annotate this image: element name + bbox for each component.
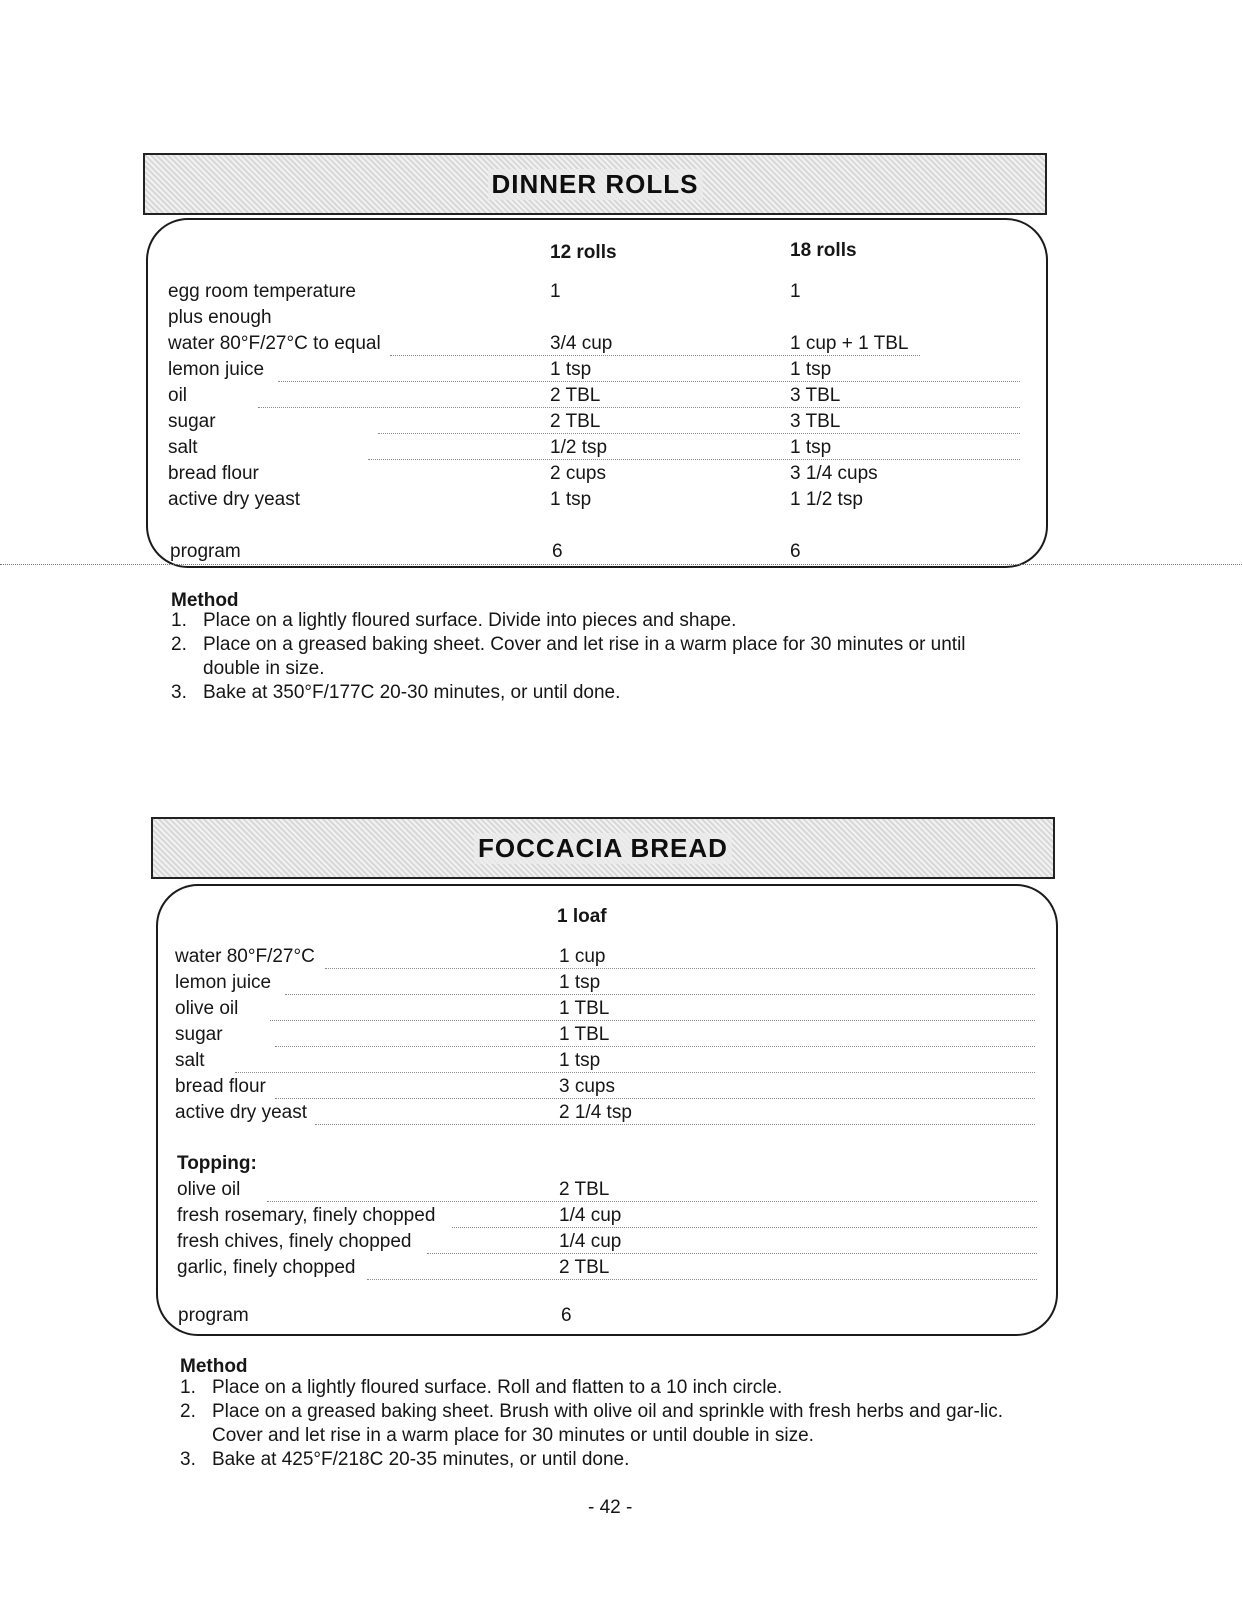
- ingredient-row: [168, 411, 1028, 437]
- step-number: 3.: [171, 682, 187, 703]
- program-label: program: [170, 541, 241, 562]
- ingredient-row: [168, 385, 1028, 411]
- leader-dots: [378, 433, 1020, 434]
- ingredient-row: [168, 333, 1028, 359]
- ingredient-name: water 80°F/27°C to equal: [168, 333, 381, 354]
- ingredient-name: active dry yeast: [168, 489, 300, 510]
- amount-loaf: 2 TBL: [559, 1257, 610, 1278]
- step-number: 1.: [171, 610, 187, 631]
- ingredient-name: salt: [175, 1050, 205, 1071]
- amount-12: 1/2 tsp: [550, 437, 608, 458]
- amount-18: 1 tsp: [790, 359, 832, 380]
- method-step: [180, 1376, 1030, 1400]
- method-step: [171, 609, 1031, 633]
- ingredient-name: fresh chives, finely chopped: [177, 1231, 412, 1252]
- page-divider: [0, 564, 1242, 565]
- ingredient-row: [168, 359, 1028, 385]
- method-step: [171, 633, 1031, 681]
- amount-18: 1: [790, 281, 801, 302]
- ingredient-name: oil: [168, 385, 188, 406]
- amount-12: 2 TBL: [550, 385, 601, 406]
- col-header-18-rolls: 18 rolls: [790, 240, 857, 261]
- ingredient-row: [175, 1050, 1035, 1076]
- step-number: 2.: [171, 634, 187, 655]
- amount-12: 1 tsp: [550, 489, 592, 510]
- method-step: [180, 1400, 1030, 1448]
- amount-18: 3 TBL: [790, 385, 841, 406]
- ingredient-name: active dry yeast: [175, 1102, 307, 1123]
- ingredient-name: bread flour: [175, 1076, 266, 1097]
- leader-dots: [390, 355, 920, 356]
- col-header-1-loaf: 1 loaf: [557, 906, 607, 927]
- ingredient-name: olive oil: [175, 998, 239, 1019]
- ingredient-name: lemon juice: [175, 972, 272, 993]
- ingredient-name: sugar: [168, 411, 216, 432]
- ingredient-row: [175, 1076, 1035, 1102]
- ingredient-name: water 80°F/27°C: [175, 946, 315, 967]
- foccacia-title: FOCCACIA BREAD: [474, 833, 732, 864]
- leader-dots: [275, 1046, 1035, 1047]
- leader-dots: [427, 1253, 1037, 1254]
- topping-heading-row: [177, 1153, 1037, 1179]
- leader-dots: [367, 1279, 1037, 1280]
- amount-12: 1: [550, 281, 561, 302]
- ingredient-row: [175, 1102, 1035, 1128]
- step-text: Place on a greased baking sheet. Brush with olive oil and sprinkle with fresh herbs and gar-lic. Cover and let rise in a warm place for 30 minutes or until double in size.: [212, 1401, 1004, 1446]
- step-text: Place on a greased baking sheet. Cover and let rise in a warm place for 30 minutes or until double in size.: [203, 634, 966, 679]
- step-number: 1.: [180, 1377, 196, 1398]
- amount-12: 2 cups: [550, 463, 606, 484]
- amount-loaf: 1 tsp: [559, 1050, 601, 1071]
- dinner-rolls-title: DINNER ROLLS: [488, 169, 703, 200]
- ingredient-name: plus enough: [168, 307, 272, 328]
- dinner-rolls-method-list: [171, 609, 1031, 705]
- amount-18: 1 tsp: [790, 437, 832, 458]
- program-loaf: 6: [561, 1305, 572, 1326]
- ingredient-row: [168, 463, 1028, 489]
- ingredient-row: [168, 281, 1028, 307]
- ingredient-row: [168, 437, 1028, 463]
- step-number: 2.: [180, 1401, 196, 1422]
- amount-12: 1 tsp: [550, 359, 592, 380]
- amount-loaf: 1 tsp: [559, 972, 601, 993]
- step-number: 3.: [180, 1449, 196, 1470]
- amount-loaf: 3 cups: [559, 1076, 615, 1097]
- leader-dots: [325, 968, 1035, 969]
- dinner-rolls-method-heading: Method: [171, 590, 239, 611]
- ingredient-name: sugar: [175, 1024, 223, 1045]
- method-step: [180, 1448, 1030, 1472]
- method-step: [171, 681, 1031, 705]
- col-header-12-rolls: 12 rolls: [550, 242, 617, 263]
- amount-18: 1 1/2 tsp: [790, 489, 863, 510]
- program-12: 6: [552, 541, 563, 562]
- leader-dots: [278, 381, 1020, 382]
- step-text: Place on a lightly floured surface. Roll and flatten to a 10 inch circle.: [212, 1377, 783, 1398]
- topping-row: [177, 1257, 1037, 1283]
- amount-12: 3/4 cup: [550, 333, 613, 354]
- ingredient-row: [168, 307, 1028, 333]
- amount-12: 2 TBL: [550, 411, 601, 432]
- foccacia-method-list: [180, 1376, 1030, 1472]
- leader-dots: [368, 459, 1020, 460]
- program-label: program: [178, 1305, 249, 1326]
- leader-dots: [235, 1072, 1035, 1073]
- ingredient-row: [175, 1024, 1035, 1050]
- amount-18: 1 cup + 1 TBL: [790, 333, 909, 354]
- step-text: Place on a lightly floured surface. Divide into pieces and shape.: [203, 610, 737, 631]
- program-row: [178, 1305, 1038, 1331]
- leader-dots: [267, 1201, 1037, 1202]
- step-text: Bake at 350°F/177C 20-30 minutes, or until done.: [203, 682, 621, 703]
- amount-18: 3 1/4 cups: [790, 463, 878, 484]
- foccacia-method-heading: Method: [180, 1356, 248, 1377]
- ingredient-row: [168, 489, 1028, 515]
- foccacia-banner: [151, 817, 1055, 879]
- amount-loaf: 1/4 cup: [559, 1231, 622, 1252]
- amount-loaf: 1 cup: [559, 946, 606, 967]
- ingredient-name: bread flour: [168, 463, 259, 484]
- ingredient-row: [175, 998, 1035, 1024]
- page-number: - 42 -: [588, 1497, 633, 1518]
- leader-dots: [270, 1020, 1035, 1021]
- ingredient-name: garlic, finely chopped: [177, 1257, 356, 1278]
- leader-dots: [258, 407, 1020, 408]
- topping-row: [177, 1205, 1037, 1231]
- ingredient-name: egg room temperature: [168, 281, 356, 302]
- program-18: 6: [790, 541, 801, 562]
- ingredient-name: lemon juice: [168, 359, 265, 380]
- topping-row: [177, 1179, 1037, 1205]
- topping-row: [177, 1231, 1037, 1257]
- leader-dots: [315, 1124, 1035, 1125]
- leader-dots: [275, 1098, 1035, 1099]
- ingredient-name: fresh rosemary, finely chopped: [177, 1205, 436, 1226]
- topping-heading: Topping:: [177, 1153, 257, 1174]
- ingredient-name: salt: [168, 437, 198, 458]
- ingredient-row: [175, 972, 1035, 998]
- amount-loaf: 2 1/4 tsp: [559, 1102, 632, 1123]
- amount-loaf: 1 TBL: [559, 1024, 610, 1045]
- amount-loaf: 1 TBL: [559, 998, 610, 1019]
- step-text: Bake at 425°F/218C 20-35 minutes, or until done.: [212, 1449, 630, 1470]
- dinner-rolls-banner: [143, 153, 1047, 215]
- amount-18: 3 TBL: [790, 411, 841, 432]
- ingredient-row: [175, 946, 1035, 972]
- leader-dots: [452, 1227, 1037, 1228]
- ingredient-name: olive oil: [177, 1179, 241, 1200]
- amount-loaf: 2 TBL: [559, 1179, 610, 1200]
- leader-dots: [285, 994, 1035, 995]
- amount-loaf: 1/4 cup: [559, 1205, 622, 1226]
